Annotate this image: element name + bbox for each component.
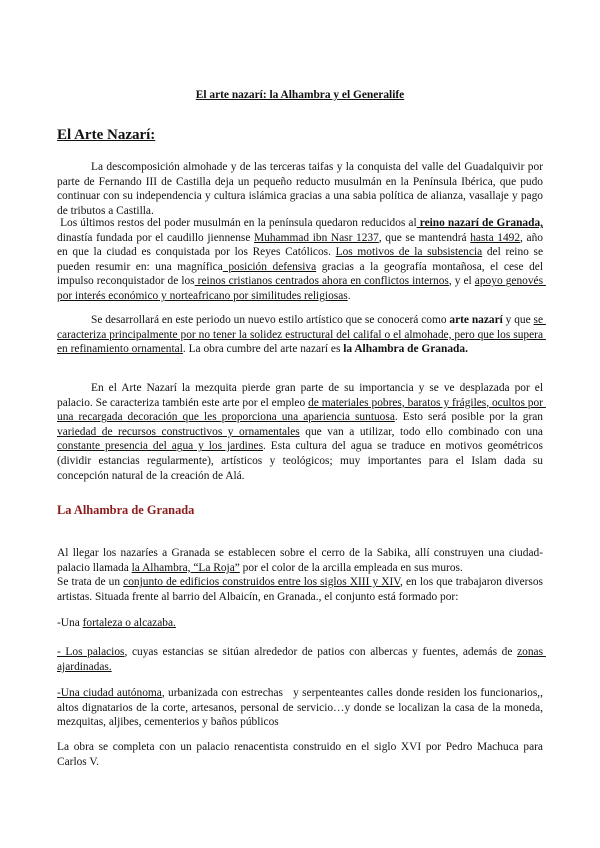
paragraph-llegada <box>57 546 543 575</box>
highlight-recursos: variedad de recursos constructivos y ornamentales <box>57 425 300 438</box>
text-run: . Esta cultura del agua se traduce en motivos geométricos (dividir estancias regularmente), artísticos y teológicos; muy importantes para el Islam dada su concepción natural de la creación de Alá. <box>57 440 546 482</box>
document-title: El arte nazarí: la Alhambra y el Generalife <box>195 89 405 101</box>
highlight-fortaleza: fortaleza o alcazaba. <box>82 617 176 629</box>
highlight-reino-nazari: reino nazarí de Granada, <box>416 217 543 229</box>
text-run: . La obra cumbre del arte nazarí es <box>182 343 344 356</box>
text-run: , y el <box>448 275 475 288</box>
paragraph-conjunto <box>57 575 546 604</box>
highlight-la-roja: la Alhambra, “La Roja” <box>131 561 240 574</box>
paragraph-intro: La descomposición almohade y de las terceras taifas y la conquista del valle del Guadalquivir por parte de Fernando III de Castilla deja un pequeño reducto musulmán en la Península Ibérica, que pudo continuar con su independencia y cultura islámica gracias a una sabia política de alianza, vasallaje y pago de tributos a Castilla. <box>57 161 543 217</box>
section-heading-arte-nazari: El Arte Nazarí: <box>57 127 156 143</box>
highlight-apoyo: apoyo genovés por interés económico y norteafricano por similitudes religiosas <box>57 275 546 302</box>
highlight-posicion: posición defensiva <box>222 260 317 273</box>
highlight-caracteristica: se caracteriza principalmente por no tener la solidez estructural del califal o el almohade, pero que los supera en refinamiento ornamental <box>57 314 546 356</box>
text-run: , que se mantendrá <box>378 231 471 244</box>
text-run: En el Arte Nazarí la mezquita pierde gran parte de su importancia y se ve desplazada por el palacio. Se caracteriza también este arte por el empleo <box>57 382 546 409</box>
paragraph-machuca: La obra se completa con un palacio renacentista construido en el siglo XVI por Pedro Machuca para Carlos V. <box>57 741 543 768</box>
text-run: -Una <box>57 617 83 629</box>
highlight-reinos-cristianos: reinos cristianos centrados ahora en conflictos internos <box>194 275 449 288</box>
highlight-materiales: de materiales pobres, baratos y frágiles, ocultos por una recargada decoración que les proporciona una apariencia suntuosa <box>57 396 546 424</box>
paragraph-mezquita <box>57 381 546 483</box>
text-run: . <box>347 289 351 302</box>
list-item-alcazaba <box>57 616 543 631</box>
highlight-siglos: conjunto de edificios construidos entre los siglos XIII y XIV <box>123 576 401 588</box>
text-run: Los últimos restos del poder musulmán en la península quedaron reducidos al <box>57 217 417 229</box>
text-run: . Esto será posible por la gran <box>394 411 546 424</box>
text-run: Se desarrollará en este periodo un nuevo estilo artístico que se conocerá como <box>91 314 450 326</box>
highlight-agua: constante presencia del agua y los jardines <box>57 440 264 453</box>
text-run: Se trata de un <box>57 576 124 588</box>
text-run: dinastía fundada por el caudillo jiennense <box>57 217 546 244</box>
highlight-zonas: zonas ajardinadas. <box>57 646 546 673</box>
text-run: , cuyas estancias se sitúan alrededor de patios con albercas y fuentes, además de <box>124 646 518 658</box>
highlight-palacios: - Los palacios <box>57 646 125 658</box>
text-run: que van a utilizar, todo ello combinado con una <box>299 425 546 438</box>
text-run: , urbanizada con estrechas y serpenteantes calles donde residen los funcionarios,, altos dignatarios de la corte, artesanos, personal de servicio…y donde se localizan la casa de la moneda, mezquitas, aljibes, cementerios y baños públicos <box>57 687 546 729</box>
list-item-ciudad <box>57 686 546 730</box>
text-run: Al llegar los nazaríes a Granada se establecen sobre el cerro de la Sabika, allí construyen una ciudad-palacio llamada <box>57 547 543 574</box>
text-run: , año en que la ciudad es conquistada por los Reyes Católicos. <box>57 231 546 259</box>
paragraph-estilo <box>57 313 546 357</box>
highlight-ciudad: -Una ciudad autónoma <box>57 687 162 699</box>
text-run: gracias a la geografía montañosa, el cese del impulso reconquistador de los <box>57 260 546 288</box>
highlight-founder: Muhammad ibn Nasr 1237 <box>254 231 379 244</box>
text-run: por el color de la arcilla empleada en sus muros. <box>239 561 463 574</box>
text-run: , en los que trabajaron diversos artistas. Situada frente al barrio del Albaicín, en Granada., el conjunto está formado por: <box>57 576 546 603</box>
highlight-motivos: Los motivos de la subsistencia <box>335 246 483 259</box>
highlight-arte-nazari: arte nazarí <box>449 314 503 326</box>
list-item-palacios <box>57 645 546 674</box>
text-run: del reino se pueden resumir en: una magnífica <box>57 246 546 273</box>
highlight-date: hasta 1492 <box>470 231 521 244</box>
section-heading-alhambra: La Alhambra de Granada <box>57 503 195 517</box>
text-run: y que <box>502 314 534 326</box>
paragraph-reino-nazari <box>57 216 546 304</box>
highlight-alhambra: la Alhambra de Granada. <box>343 343 468 356</box>
